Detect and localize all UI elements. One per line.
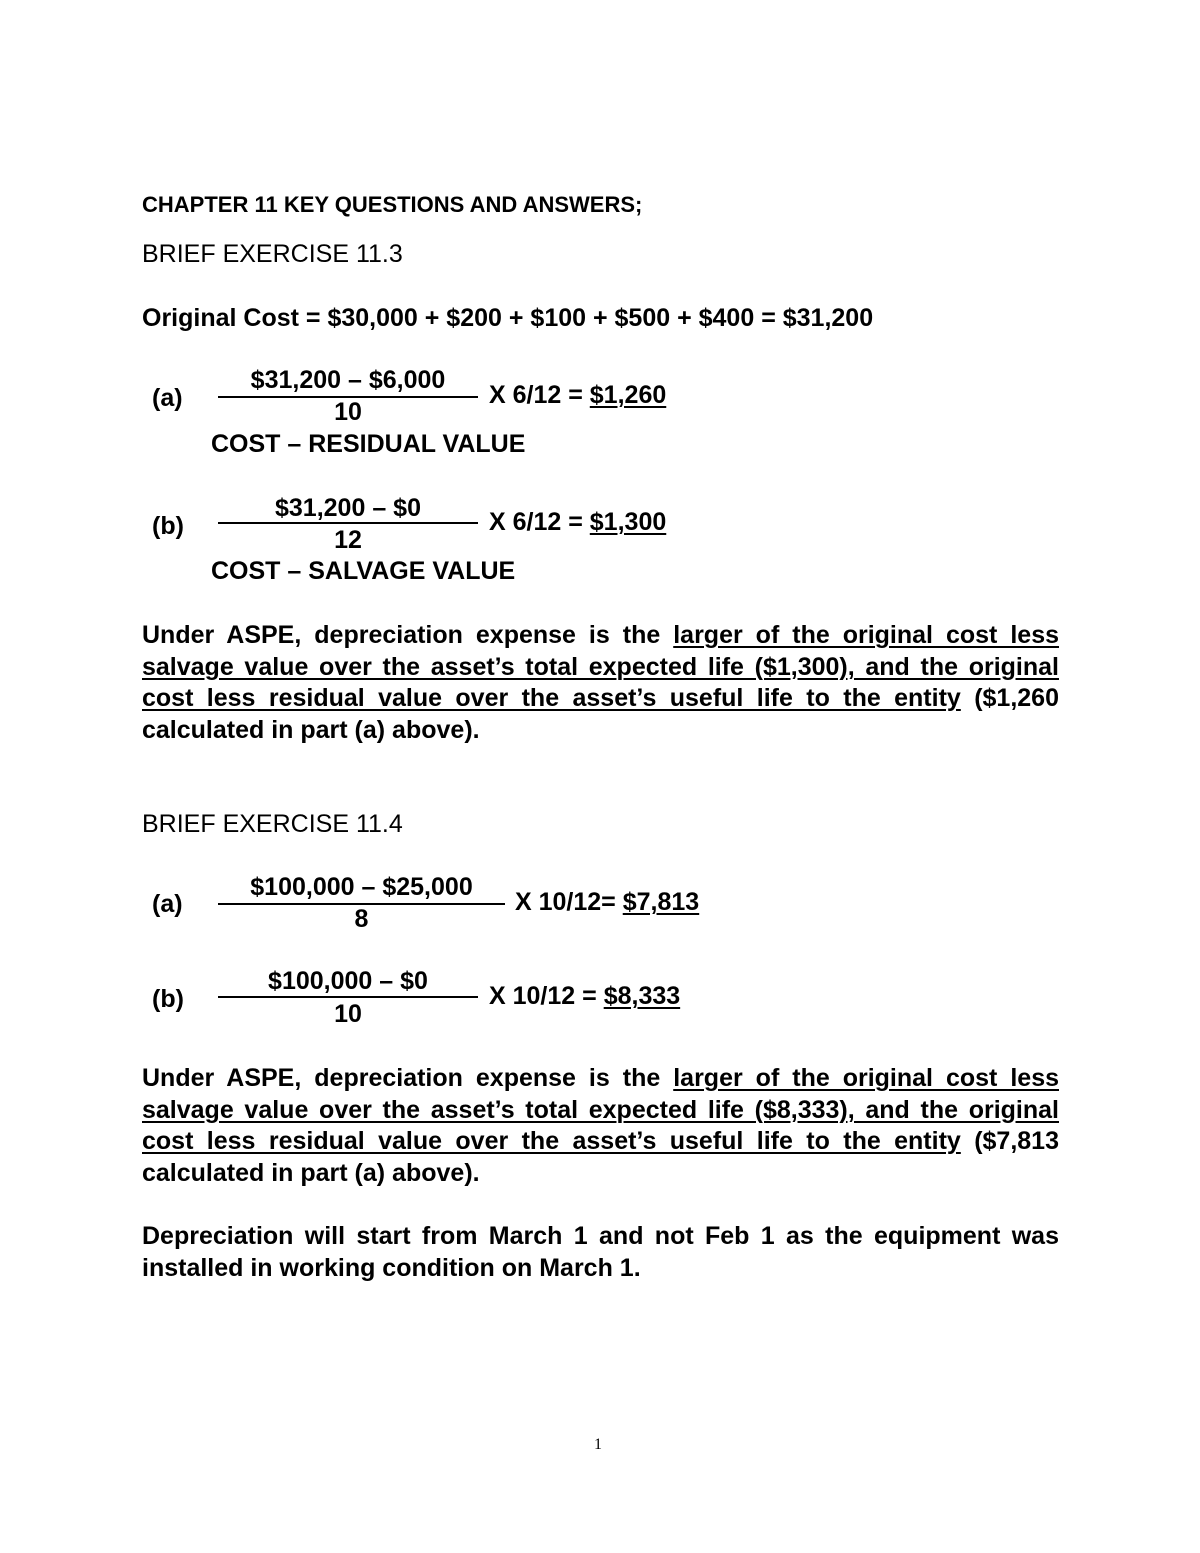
fraction-numerator: $31,200 – $6,000	[250, 366, 446, 394]
note-tail: ($7,813 calculated in part (a) above).	[142, 1127, 1059, 1187]
fraction-denominator: 10	[334, 1000, 362, 1028]
part-b-label: (b)	[152, 512, 184, 540]
fraction-numerator: $100,000 – $0	[268, 967, 428, 995]
calc-result-line	[515, 888, 699, 917]
page-number: 1	[594, 1436, 602, 1453]
result-value: $1,300	[589, 508, 667, 536]
result-value: $7,813	[622, 888, 700, 916]
depreciation-start-note: Depreciation will start from March 1 and not Feb 1 as the equipment was installed in working condition on March 1.	[142, 1222, 1059, 1282]
exercise-heading-11-3: BRIEF EXERCISE 11.3	[142, 240, 403, 268]
multiplier-text: X 10/12=	[515, 888, 623, 916]
fraction-denominator: 10	[334, 398, 362, 426]
result-value: $8,333	[603, 982, 681, 1010]
aspe-note-paragraph	[142, 620, 1059, 746]
calc-result-line	[489, 381, 666, 410]
page-title: CHAPTER 11 KEY QUESTIONS AND ANSWERS;	[142, 192, 643, 217]
note-lead: Under ASPE, depreciation expense is the	[142, 621, 674, 649]
fraction-bar	[218, 522, 478, 524]
calc-result-line	[489, 982, 680, 1011]
part-a-label: (a)	[152, 890, 183, 918]
fraction-denominator: 12	[334, 526, 362, 554]
multiplier-text: X 6/12 =	[489, 508, 590, 536]
formula-caption: COST – RESIDUAL VALUE	[211, 430, 526, 458]
fraction-bar	[218, 996, 478, 998]
note-tail: ($1,260 calculated in part (a) above).	[142, 684, 1059, 744]
result-value: $1,260	[589, 381, 667, 409]
note-underlined: larger of the original cost less salvage value over the asset’s total expected life ($8,333), and the original cost less residual value over the asset’s useful life to the entity	[142, 1064, 1059, 1155]
fraction-denominator: 8	[354, 905, 369, 933]
original-cost-line: Original Cost = $30,000 + $200 + $100 + $500 + $400 = $31,200	[142, 304, 874, 332]
part-b-label: (b)	[152, 985, 184, 1013]
exercise-heading-11-4: BRIEF EXERCISE 11.4	[142, 810, 403, 838]
formula-caption: COST – SALVAGE VALUE	[211, 557, 516, 585]
multiplier-text: X 10/12 =	[489, 982, 604, 1010]
fraction-numerator: $31,200 – $0	[275, 494, 421, 522]
calc-result-line	[489, 508, 666, 537]
aspe-note-paragraph	[142, 1063, 1059, 1189]
multiplier-text: X 6/12 =	[489, 381, 590, 409]
note-underlined: larger of the original cost less salvage value over the asset’s total expected life ($1,300), and the original cost less residual value over the asset’s useful life to the entity	[142, 621, 1059, 712]
part-a-label: (a)	[152, 384, 183, 412]
fraction-numerator: $100,000 – $25,000	[250, 873, 473, 901]
note-lead: Under ASPE, depreciation expense is the	[142, 1064, 674, 1092]
